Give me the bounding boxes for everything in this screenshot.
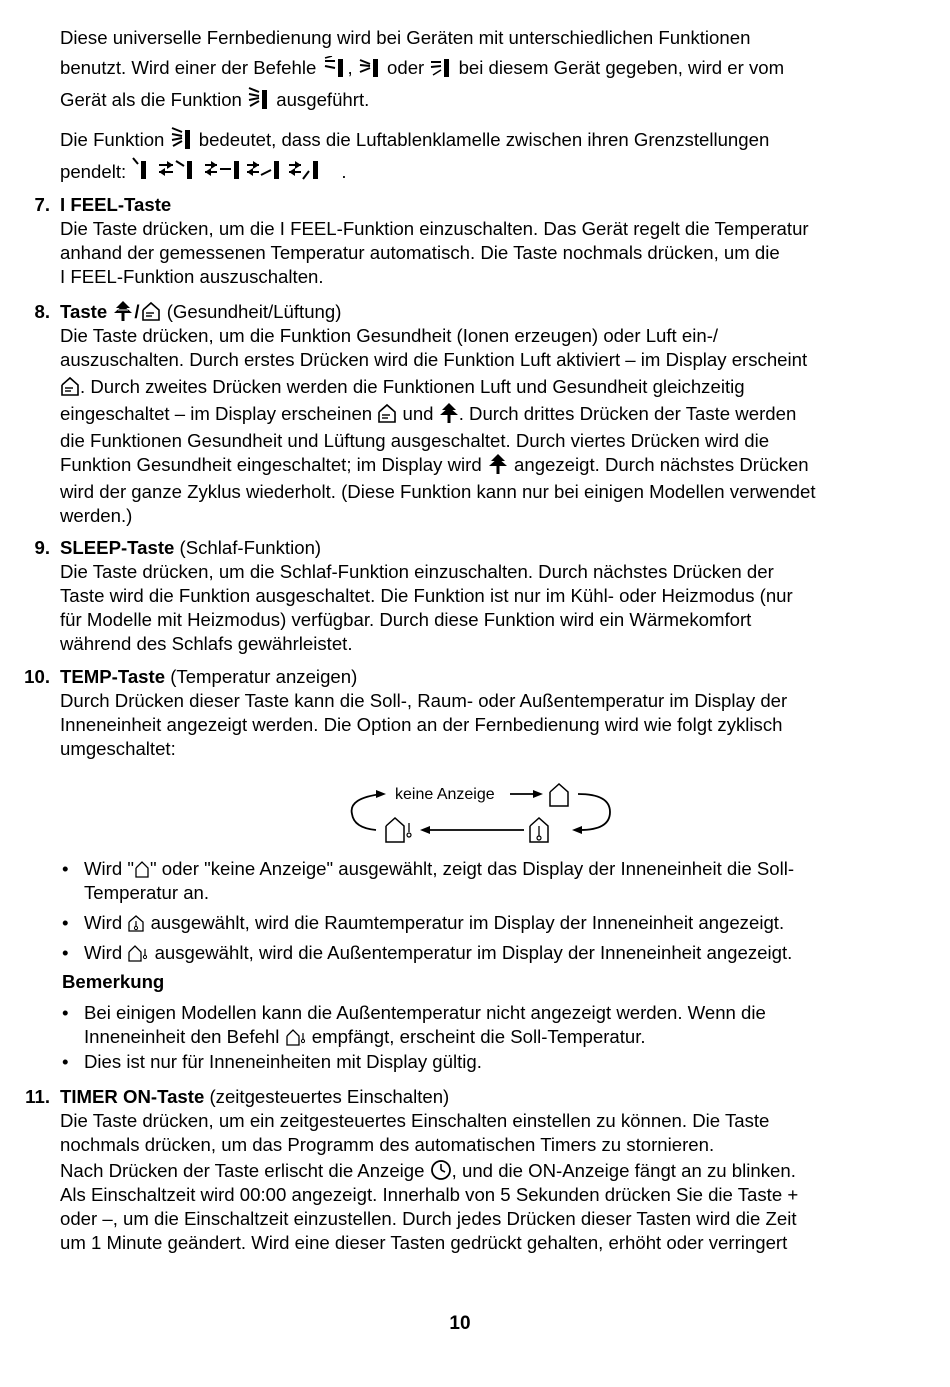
item-line: Die Taste drücken, um ein zeitgesteuertes Einschalten einstellen zu können. Die Taste	[60, 1110, 770, 1131]
ventilation-icon	[140, 300, 162, 322]
bullet-fragment: ausgewählt, wird die Außentemperatur im Display der Inneneinheit angezeigt.	[154, 942, 793, 963]
item-line: Als Einschaltzeit wird 00:00 angezeigt. Innerhalb von 5 Sekunden drücken Sie die Taste +	[60, 1184, 799, 1205]
bullet-fragment: Wird "	[84, 858, 134, 879]
item-line: anhand der gemessenen Temperatur automatisch. Die Taste nochmals drücken, um die	[60, 242, 780, 263]
item-subtitle: (Gesundheit/Lüftung)	[166, 301, 342, 322]
health-icon	[487, 453, 509, 475]
item-line	[60, 1159, 900, 1183]
outdoor-temp-icon	[285, 1027, 307, 1047]
intro-line	[60, 126, 900, 156]
intro-line: Diese universelle Fernbedienung wird bei Geräten mit unterschiedlichen Funktionen	[60, 27, 751, 48]
item-title: TIMER ON-Taste	[60, 1086, 205, 1107]
item-subtitle: (Temperatur anzeigen)	[170, 666, 358, 687]
item-number: 11.	[25, 1086, 50, 1107]
swing-down-icon	[429, 56, 453, 78]
item-line: für Modelle mit Heizmodus) verfügbar. Durch diese Funktion wird ein Wärmekomfort	[60, 609, 752, 630]
item-line: Inneneinheit angezeigt werden. Die Option an der Fernbedienung wird wie folgt zyklisch	[60, 714, 783, 735]
item-line: wird der ganze Zyklus wiederholt. (Diese Funktion kann nur bei einigen Modellen verwendet	[60, 481, 816, 502]
bullet-text	[84, 911, 884, 935]
item-line: während des Schlafs gewährleistet.	[60, 633, 353, 654]
louver-positions-icon	[131, 156, 341, 182]
bullet-fragment: empfängt, erscheint die Soll-Temperatur.	[311, 1026, 646, 1047]
item-number: 10.	[24, 666, 50, 687]
item-line	[60, 375, 900, 402]
item-line: um 1 Minute geändert. Wird eine dieser Tasten gedrückt gehalten, erhöht oder verringert	[60, 1232, 788, 1253]
cycle-arrowhead	[572, 826, 582, 834]
bullet-text	[84, 1050, 884, 1074]
item-heading	[60, 1085, 900, 1109]
bullet-fragment: Wird	[84, 942, 123, 963]
item-line: die Funktionen Gesundheit und Lüftung ausgeschaltet. Durch viertes Drücken wird die	[60, 430, 770, 451]
intro-line	[60, 156, 900, 186]
intro-text: ,	[347, 57, 353, 78]
item-text: Nach Drücken der Taste erlischt die Anzeige	[60, 1160, 425, 1181]
item-text: Funktion Gesundheit eingeschaltet; im Display wird	[60, 454, 482, 475]
bullet-text	[84, 941, 884, 965]
intro-paragraph-2	[60, 126, 900, 186]
bullet-fragment: Wird	[84, 912, 123, 933]
item-7	[60, 193, 900, 289]
swing-mid-icon	[358, 56, 382, 78]
item-number: 9.	[34, 537, 50, 558]
item-text: eingeschaltet – im Display erscheinen	[60, 403, 373, 424]
item-number: 8.	[34, 301, 50, 322]
item-text: und	[402, 403, 434, 424]
bullet-line	[84, 1025, 884, 1049]
bullet-dot: •	[62, 942, 69, 963]
item-line: Durch Drücken dieser Taste kann die Soll-, Raum- oder Außentemperatur im Display der	[60, 690, 788, 711]
item-line: werden.)	[60, 505, 133, 526]
item-text: . Durch drittes Drücken der Taste werden	[458, 403, 797, 424]
item-title: TEMP-Taste	[60, 666, 166, 687]
cycle-arrow-left	[352, 794, 382, 830]
item-title: Taste	[60, 301, 108, 322]
room-temp-icon	[530, 818, 548, 842]
bullet-dot: •	[62, 1051, 69, 1072]
bullet-fragment: Inneneinheit den Befehl	[84, 1026, 280, 1047]
ventilation-icon	[60, 375, 80, 397]
bullet-line	[84, 857, 884, 881]
set-temp-icon	[134, 859, 150, 879]
bullet-fragment: ausgewählt, wird die Raumtemperatur im Display der Inneneinheit angezeigt.	[150, 912, 785, 933]
item-line: auszuschalten. Durch erstes Drücken wird die Funktion Luft aktiviert – im Display erscheint	[60, 349, 808, 370]
intro-paragraph-1	[60, 26, 900, 116]
item-line: Die Taste drücken, um die Schlaf-Funktion einzuschalten. Durch nächstes Drücken der	[60, 561, 774, 582]
outdoor-temp-icon	[386, 818, 411, 842]
item-line: Die Taste drücken, um die Funktion Gesundheit (Ionen erzeugen) oder Luft ein-/	[60, 325, 719, 346]
item-line	[60, 402, 900, 429]
item-10	[60, 665, 900, 761]
item-text: angezeigt. Durch nächstes Drücken	[514, 454, 809, 475]
outdoor-temp-icon	[127, 943, 149, 963]
intro-text: .	[341, 161, 347, 182]
ventilation-icon	[377, 402, 397, 424]
intro-text: Die Funktion	[60, 129, 165, 150]
cycle-arrowhead	[533, 790, 543, 798]
bullet-line	[84, 911, 884, 935]
note-heading	[62, 970, 902, 994]
set-temp-icon	[550, 784, 568, 806]
item-line: I FEEL-Funktion auszuschalten.	[60, 266, 324, 287]
bullet-dot: •	[62, 912, 69, 933]
item-heading	[60, 300, 900, 324]
bullet-dot: •	[62, 858, 69, 879]
item-text: . Durch zweites Drücken werden die Funktionen Luft und Gesundheit gleichzeitig	[80, 376, 745, 397]
item-line: Die Taste drücken, um die I FEEL-Funktion einzuschalten. Das Gerät regelt die Temperatur	[60, 218, 809, 239]
intro-text: ausgeführt.	[276, 89, 370, 110]
intro-text: pendelt:	[60, 161, 127, 182]
health-icon	[112, 300, 134, 322]
intro-line	[60, 56, 900, 86]
diagram-label: keine Anzeige	[395, 786, 495, 803]
item-line: Taste wird die Funktion ausgeschaltet. Die Funktion ist nur im Kühl- oder Heizmodus (nur	[60, 585, 793, 606]
item-title: I FEEL-Taste	[60, 194, 172, 215]
intro-text: Gerät als die Funktion	[60, 89, 242, 110]
intro-line	[60, 86, 900, 116]
title-slash: /	[134, 301, 140, 322]
cycle-arrowhead	[376, 790, 386, 798]
item-heading	[60, 536, 900, 560]
temp-cycle-diagram	[340, 776, 630, 846]
item-line	[60, 453, 900, 480]
health-icon	[439, 402, 459, 424]
bullet-line: Bei einigen Modellen kann die Außentemperatur nicht angezeigt werden. Wenn die	[84, 1002, 766, 1023]
bullet-dot: •	[62, 1002, 69, 1023]
clock-icon	[430, 1159, 452, 1181]
item-heading	[60, 665, 900, 689]
bullet-text	[84, 1001, 884, 1049]
note-title: Bemerkung	[62, 971, 165, 992]
cycle-arrowhead	[420, 826, 430, 834]
item-line: umgeschaltet:	[60, 738, 176, 759]
intro-text: bei diesem Gerät gegeben, wird er vom	[458, 57, 785, 78]
bullet-fragment: " oder "keine Anzeige" ausgewählt, zeigt das Display der Inneneinheit die Soll-	[149, 858, 795, 879]
intro-text: oder	[387, 57, 425, 78]
bullet-line: Dies ist nur für Inneneinheiten mit Display gültig.	[84, 1051, 482, 1072]
bullet-line: Temperatur an.	[84, 882, 210, 903]
cycle-arrow-right	[578, 794, 610, 830]
item-title: SLEEP-Taste	[60, 537, 175, 558]
item-text: , und die ON-Anzeige fängt an zu blinken.	[451, 1160, 796, 1181]
swing-auto-icon	[247, 86, 271, 110]
intro-text: benutzt. Wird einer der Befehle	[60, 57, 317, 78]
item-9	[60, 536, 900, 656]
item-11	[60, 1085, 900, 1255]
item-subtitle: (zeitgesteuertes Einschalten)	[209, 1086, 450, 1107]
item-subtitle: (Schlaf-Funktion)	[179, 537, 322, 558]
item-8	[60, 300, 900, 528]
item-number: 7.	[34, 194, 50, 215]
intro-text: bedeutet, dass die Luftablenklamelle zwischen ihren Grenzstellungen	[198, 129, 770, 150]
page-number: 10	[449, 1313, 471, 1334]
bullet-line	[84, 941, 884, 965]
swing-auto-icon	[170, 126, 194, 150]
bullet-text	[84, 857, 884, 905]
item-line: oder –, um die Einschaltzeit einzustellen. Durch jedes Drücken dieser Tasten wird die Zeit	[60, 1208, 797, 1229]
room-temp-icon	[127, 913, 145, 933]
item-line: nochmals drücken, um das Programm des automatischen Timers zu stornieren.	[60, 1134, 715, 1155]
swing-up-icon	[322, 56, 348, 78]
